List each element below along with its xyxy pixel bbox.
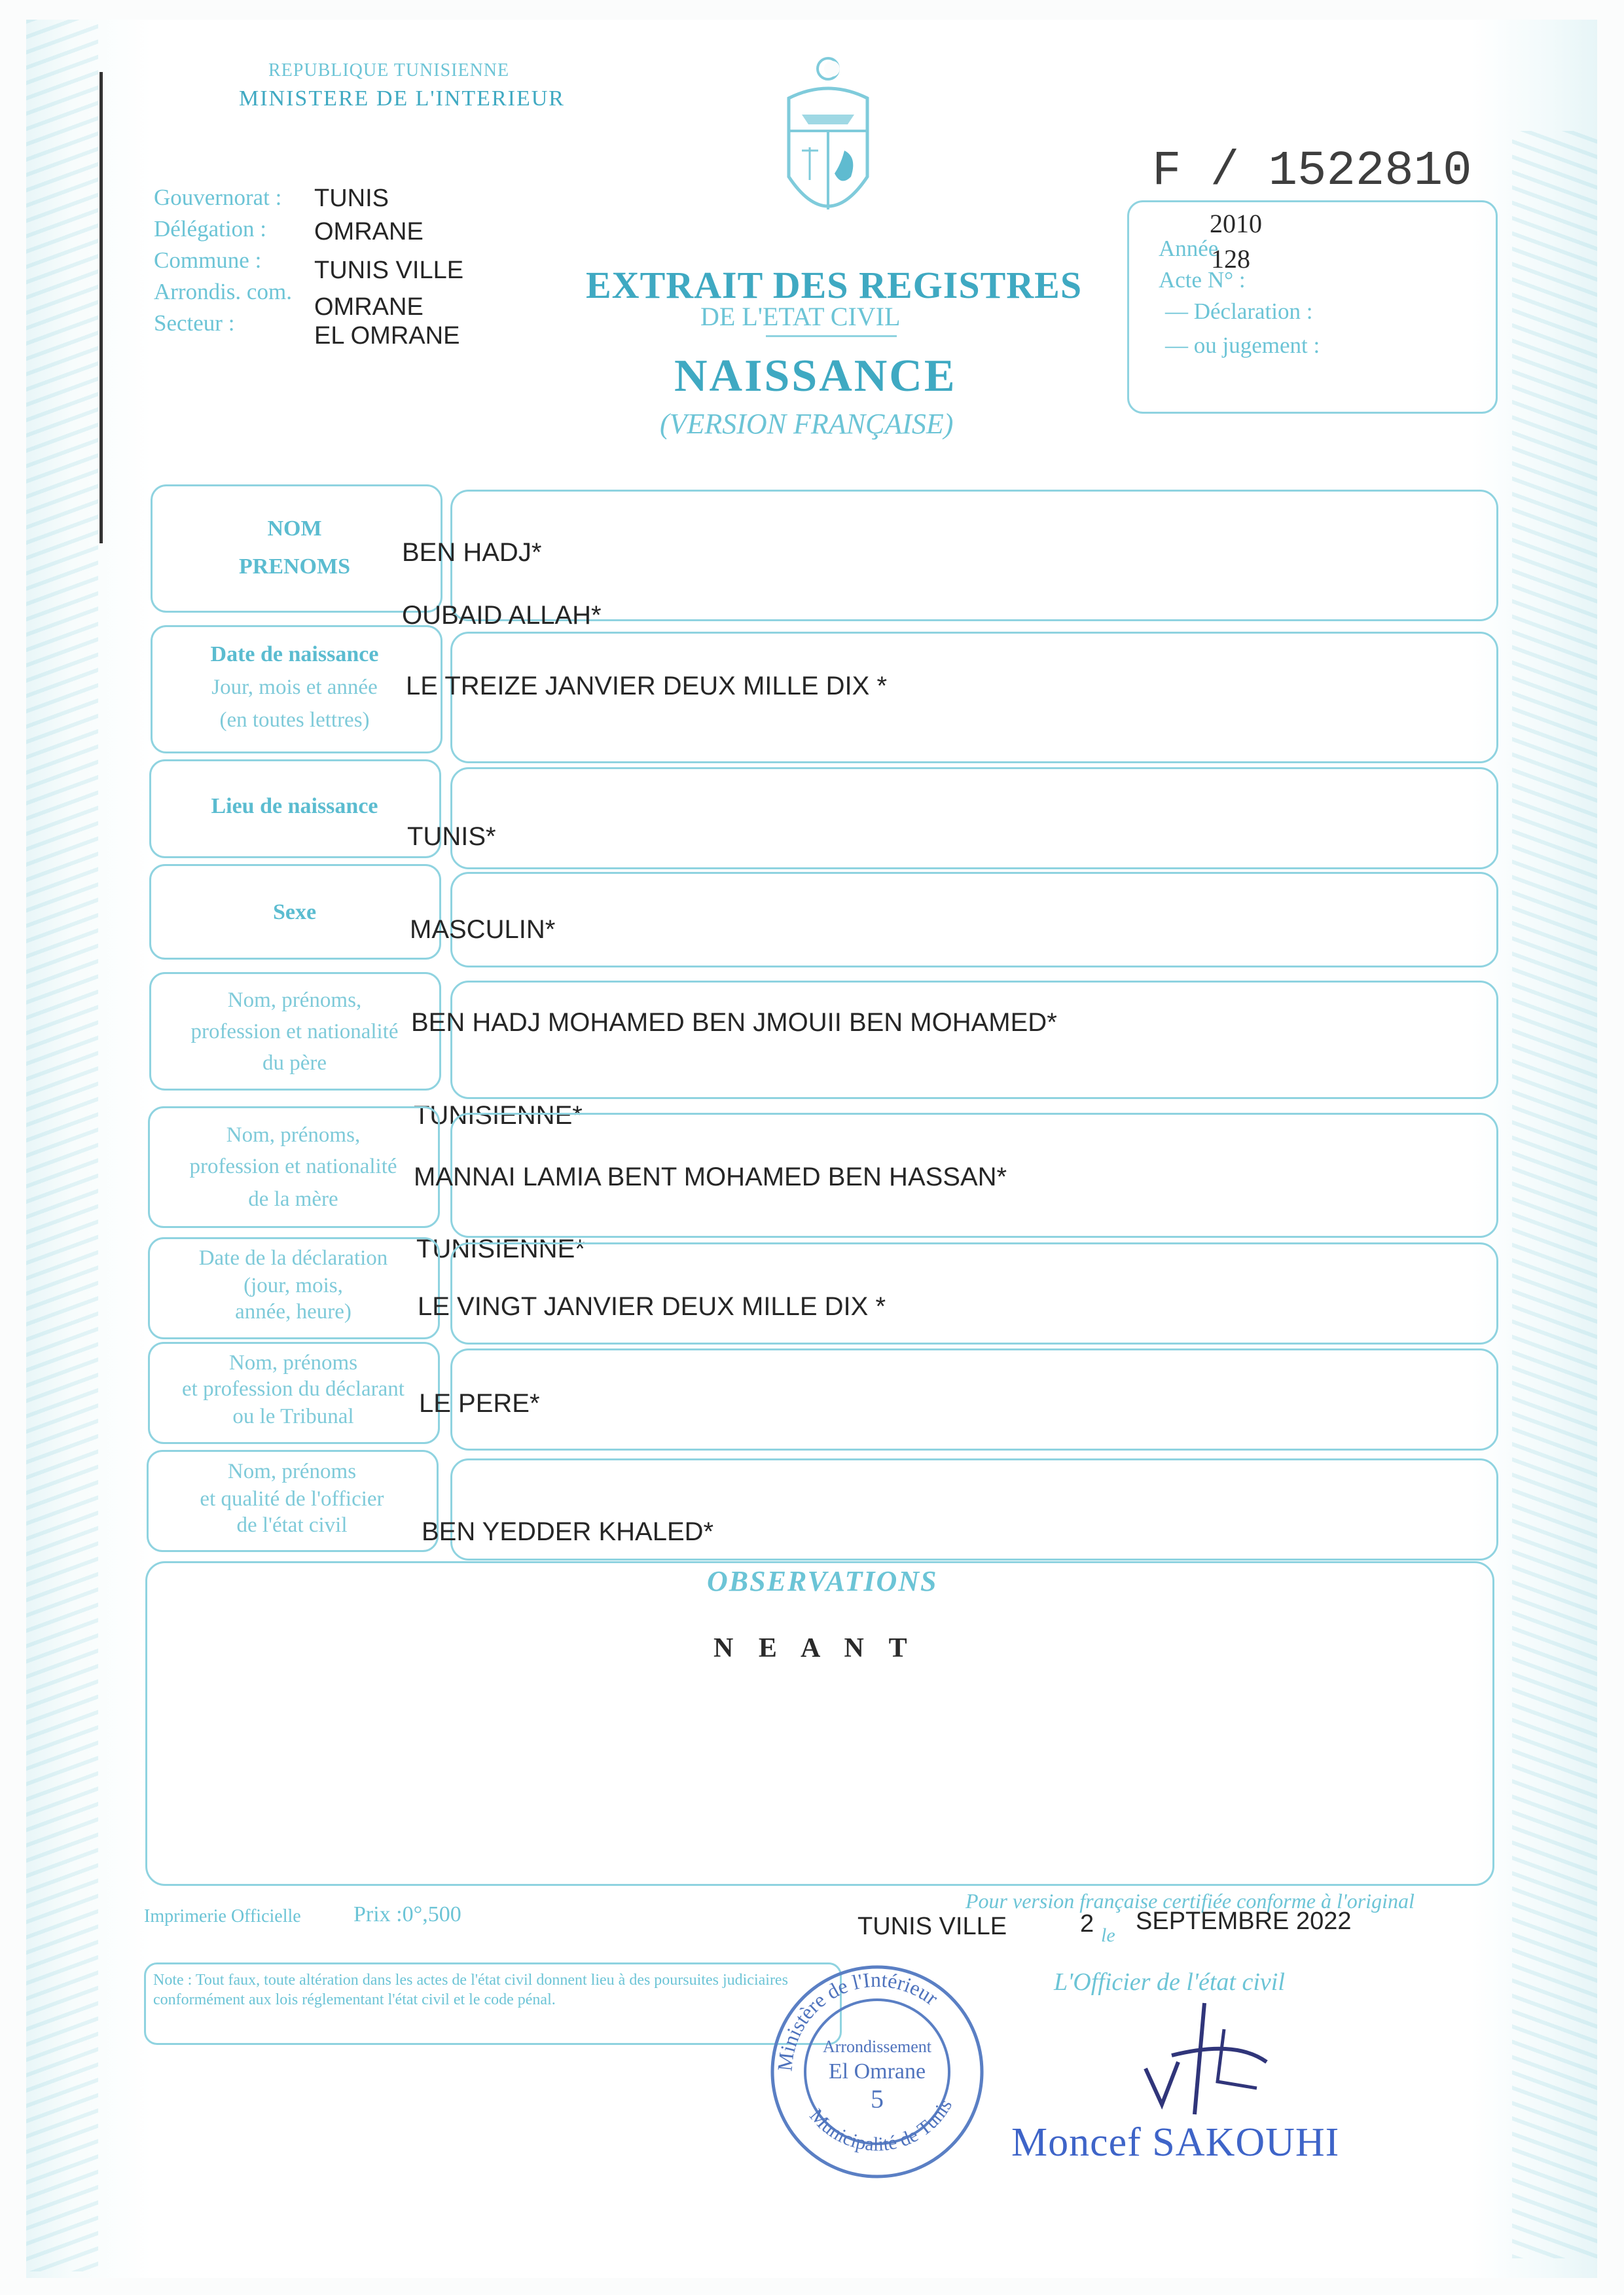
document-title: EXTRAIT DES REGISTRES: [586, 264, 1083, 306]
place-value: TUNIS VILLE: [857, 1913, 1007, 1940]
title-divider: [766, 335, 897, 337]
observations-title: OBSERVATIONS: [707, 1565, 938, 1597]
delegation-label: Délégation :: [154, 216, 267, 242]
document-subtitle: DE L'ETAT CIVIL: [700, 302, 901, 331]
arrondis-value: OMRANE: [314, 293, 424, 321]
mere-nationality: TUNISIENNE*: [416, 1235, 585, 1263]
naissance-sub1: Jour, mois et année: [211, 676, 378, 699]
prix-label: Prix :0°,500: [353, 1902, 461, 1926]
jugement-label: — ou jugement :: [1165, 333, 1320, 358]
mere-label-3: de la mère: [248, 1187, 338, 1211]
declarant-label-3: ou le Tribunal: [232, 1405, 354, 1428]
officier-label-3: de l'état civil: [236, 1513, 348, 1537]
ministry-label: MINISTERE DE L'INTERIEUR: [239, 86, 565, 111]
serial-number: F / 1522810: [1152, 144, 1472, 199]
declaration-date-label-2: (jour, mois,: [244, 1274, 343, 1297]
annee-value: 2010: [1210, 209, 1262, 238]
declaration-label: — Déclaration :: [1165, 298, 1313, 324]
imprimerie-label: Imprimerie Officielle: [144, 1906, 301, 1926]
lieu-label: Lieu de naissance: [211, 794, 378, 818]
month-year-value: SEPTEMBRE 2022: [1136, 1907, 1352, 1935]
official-stamp-icon: [766, 1961, 988, 2183]
declarant-label-1: Nom, prénoms: [228, 1351, 358, 1375]
arrondis-label: Arrondis. com.: [154, 279, 292, 304]
lieu-value: TUNIS*: [407, 822, 496, 851]
svg-text:Arrondissement: Arrondissement: [822, 2037, 932, 2056]
pere-label-1: Nom, prénoms,: [227, 988, 362, 1012]
mere-label-1: Nom, prénoms,: [226, 1123, 361, 1147]
naissance-label: Date de naissance: [210, 642, 379, 666]
prenoms-label: PRENOMS: [239, 554, 350, 579]
secteur-label: Secteur :: [154, 310, 235, 336]
declaration-date-value: LE VINGT JANVIER DEUX MILLE DIX *: [418, 1292, 886, 1321]
guilloche-right-border: [1512, 131, 1597, 2258]
observations-value: N E A N T: [713, 1633, 916, 1663]
declarant-value: LE PERE*: [419, 1389, 540, 1418]
secteur-value: EL OMRANE: [314, 322, 460, 350]
lieu-value-box: [450, 767, 1498, 869]
left-margin-line: [99, 72, 103, 543]
mere-value: MANNAI LAMIA BENT MOHAMED BEN HASSAN*: [414, 1163, 1007, 1191]
guilloche-left-border: [26, 20, 98, 2271]
sexe-value-box: [450, 872, 1498, 967]
svg-text:Municipalité de Tunis: Municipalité de Tunis: [805, 2095, 957, 2156]
svg-text:El Omrane: El Omrane: [828, 2059, 926, 2084]
declarant-value-box: [450, 1348, 1498, 1451]
declaration-date-label-1: Date de la déclaration: [198, 1246, 388, 1270]
document-kind: NAISSANCE: [674, 351, 957, 401]
nom-value: BEN HADJ*: [402, 538, 542, 567]
day-value: 2: [1080, 1910, 1094, 1938]
declaration-date-label-3: année, heure): [235, 1300, 352, 1324]
pere-label-2: profession et nationalité: [190, 1020, 399, 1043]
commune-label: Commune :: [154, 247, 262, 273]
pere-value-box: [450, 981, 1498, 1099]
officier-label-1: Nom, prénoms: [227, 1460, 357, 1483]
svg-text:Ministère de l'Intérieur: Ministère de l'Intérieur: [772, 1967, 943, 2072]
sexe-label: Sexe: [272, 900, 317, 924]
mere-label-2: profession et nationalité: [189, 1155, 397, 1178]
delegation-value: OMRANE: [314, 218, 424, 245]
republic-label: REPUBLIQUE TUNISIENNE: [268, 60, 510, 81]
commune-value: TUNIS VILLE: [314, 257, 464, 284]
tunisia-emblem-icon: [763, 52, 893, 249]
note-text: Note : Tout faux, toute altération dans les actes de l'état civil donnent lieu à des poursuites judiciaires conformément aux lois réglementant l'état civil et le code pénal.: [153, 1972, 788, 2008]
gouvernorat-value: TUNIS: [314, 185, 389, 212]
sexe-value: MASCULIN*: [410, 915, 556, 944]
officier-title: L'Officier de l'état civil: [1054, 1968, 1285, 1996]
naissance-sub2: (en toutes lettres): [219, 708, 370, 732]
naissance-value: LE TREIZE JANVIER DEUX MILLE DIX *: [406, 672, 888, 700]
le-label: le: [1101, 1925, 1115, 1946]
officier-value: BEN YEDDER KHALED*: [422, 1517, 714, 1546]
pere-nationality: TUNISIENNE*: [414, 1101, 583, 1130]
nom-label: NOM: [267, 516, 322, 541]
declarant-label-2: et profession du déclarant: [182, 1377, 405, 1401]
gouvernorat-label: Gouvernorat :: [154, 185, 282, 210]
prenoms-value: OUBAID ALLAH*: [402, 601, 602, 630]
version-label: (VERSION FRANÇAISE): [660, 408, 954, 440]
svg-text:5: 5: [871, 2084, 884, 2114]
acte-value: 128: [1211, 244, 1250, 274]
certification-text: Pour version française certifiée conforme à l'original: [965, 1889, 1415, 1913]
officier-label-2: et qualité de l'officier: [200, 1487, 384, 1511]
acte-label: Acte N° :: [1159, 267, 1246, 293]
nom-label-box: [151, 484, 442, 613]
pere-value: BEN HADJ MOHAMED BEN JMOUII BEN MOHAMED*: [411, 1008, 1057, 1037]
signatory-name: Moncef SAKOUHI: [1011, 2120, 1340, 2165]
signature-icon: [1132, 1990, 1303, 2121]
pere-label-3: du père: [262, 1051, 327, 1075]
annee-label: Année: [1159, 236, 1219, 261]
observations-box: [145, 1561, 1494, 1886]
nom-value-box: [450, 490, 1498, 621]
